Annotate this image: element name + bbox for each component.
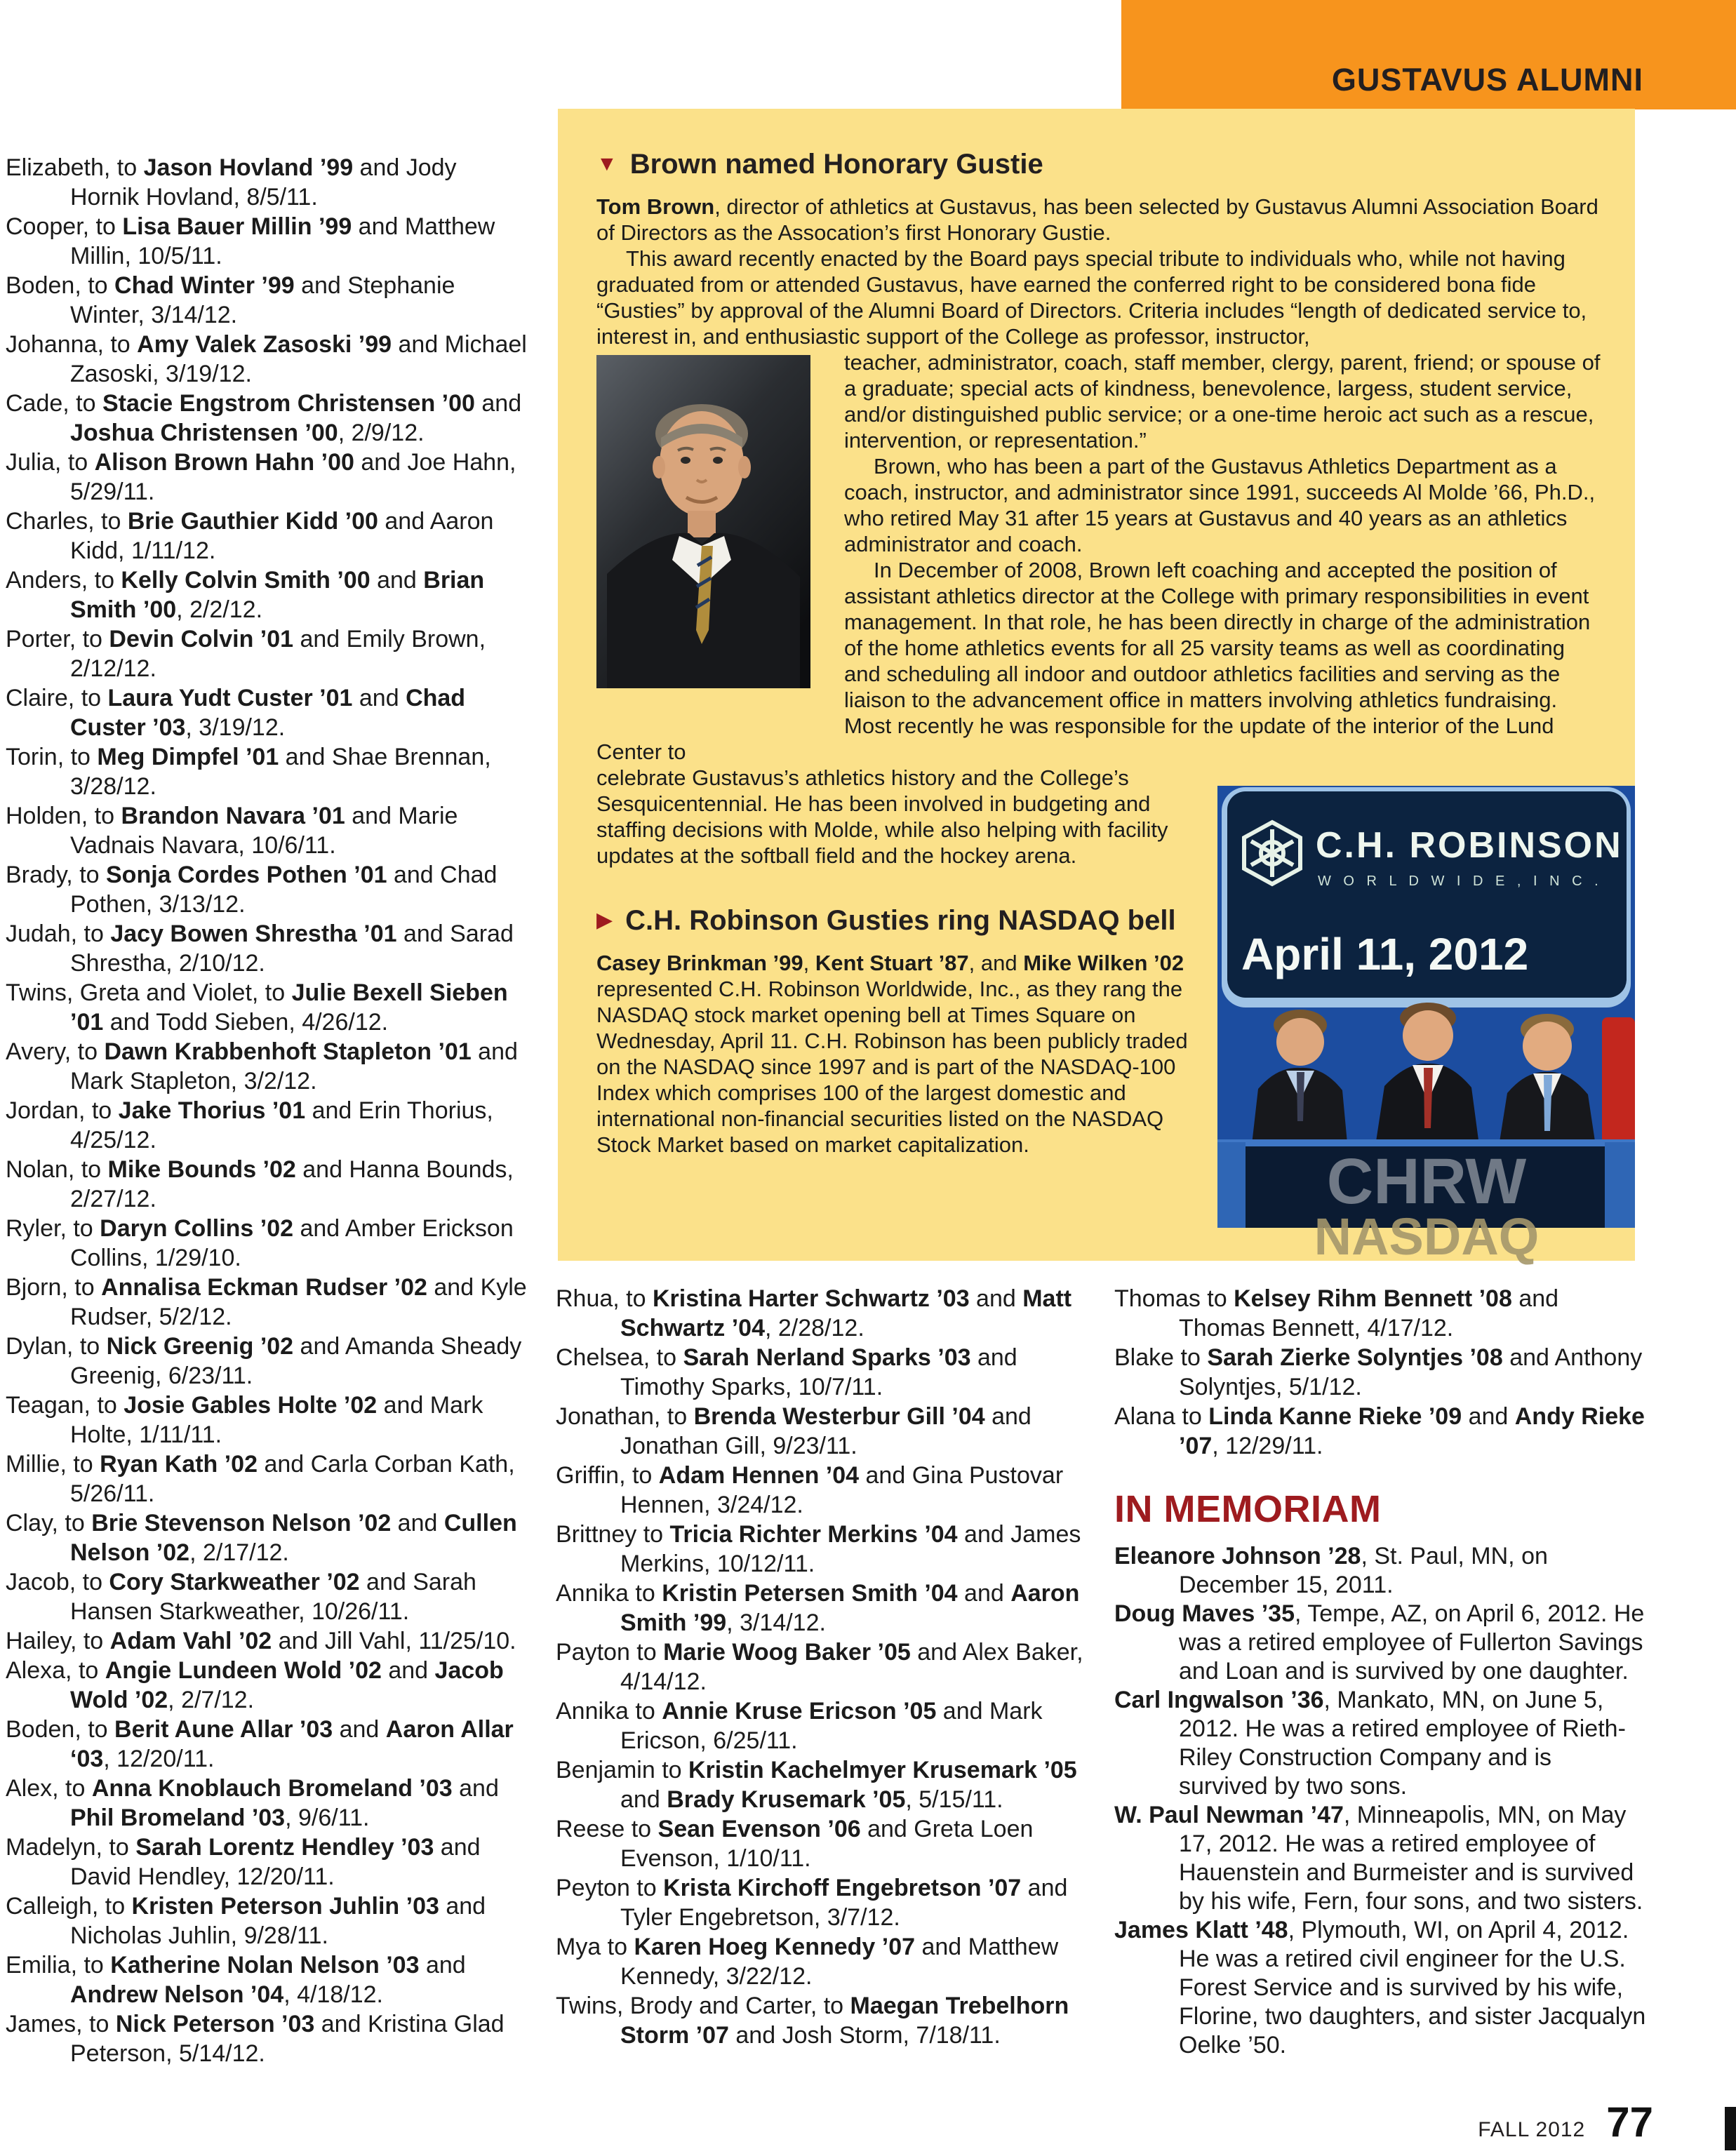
- memoriam-list: [1114, 1542, 1646, 2060]
- triangle-down-icon: ▼: [596, 152, 617, 175]
- section-banner: [1121, 0, 1736, 109]
- article-paragraph: Tom Brown, director of athletics at Gustavus, has been selected by Gustavus Alumni Association Board of Directors as the Assocation’s first Honorary Gustie.: [596, 194, 1598, 245]
- birth-entry: Chelsea, to Sarah Nerland Sparks ’03 and Timothy Sparks, 10/7/11.: [556, 1344, 1017, 1400]
- article-paragraph: Casey Brinkman ’99, Kent Stuart ’87, and Mike Wilken ’02 represented C.H. Robinson Worldwide, Inc., as they rang the NASDAQ stock market opening bell at Times Square on Wednesday, April 11. C.H. Robinson has been publicly traded on the NASDAQ since 1997 and is part of the NASDAQ-100 Index which comprises 100 of the largest domestic and international non-financial securities listed on the NASDAQ Stock Market based on market capitalization.: [596, 951, 1188, 1157]
- article-paragraph: celebrate Gustavus’s athletics history and the College’s Sesquicentennial. He has been involved in budgeting and staffing decisions with Molde, while also helping with facility updates at the softball field and the hockey arena.: [596, 765, 1168, 868]
- chrw-ticker-text: CHRW: [1326, 1146, 1527, 1217]
- birth-entry: Julia, to Alison Brown Hahn ’00 and Joe Hahn, 5/29/11.: [6, 449, 516, 505]
- birth-entry: Ryler, to Daryn Collins ’02 and Amber Erickson Collins, 1/29/10.: [6, 1215, 514, 1271]
- birth-entry: Elizabeth, to Jason Hovland ’99 and Jody Hornik Hovland, 8/5/11.: [6, 154, 457, 210]
- chrw-nasdaq-photo: [1217, 786, 1635, 1266]
- birth-entry: Rhua, to Kristina Harter Schwartz ’03 and Matt Schwartz ’04, 2/28/12.: [556, 1285, 1072, 1341]
- birth-entry: Boden, to Berit Aune Allar ’03 and Aaron Allar ‘03, 12/20/11.: [6, 1716, 514, 1772]
- birth-entry: Alana to Linda Kanne Rieke ’09 and Andy Rieke ’07, 12/29/11.: [1114, 1403, 1645, 1459]
- nasdaq-text: NASDAQ: [1314, 1207, 1540, 1266]
- memoriam-entry: James Klatt ’48, Plymouth, WI, on April 4, 2012. He was a retired civil engineer for the U.S. Forest Service and is survived by his wife, Florine, two daughters, and sister Jacqualyn Oelke ’50.: [1114, 1917, 1646, 2058]
- article-paragraph: Most recently he was responsible for the update of the interior of the Lund Center to: [596, 714, 1554, 764]
- birth-entry: Bjorn, to Annalisa Eckman Rudser ’02 and Kyle Rudser, 5/2/12.: [6, 1274, 527, 1330]
- birth-entry: Boden, to Chad Winter ’99 and Stephanie Winter, 3/14/12.: [6, 272, 455, 328]
- birth-entry: Blake to Sarah Zierke Solyntjes ’08 and Anthony Solyntjes, 5/1/12.: [1114, 1344, 1643, 1400]
- article-title-text: Brown named Honorary Gustie: [629, 149, 1043, 180]
- birth-entry: Annika to Kristin Petersen Smith ’04 and Aaron Smith ’99, 3/14/12.: [556, 1580, 1080, 1636]
- birth-entry: Anders, to Kelly Colvin Smith ’00 and Brian Smith ’00, 2/2/12.: [6, 567, 485, 623]
- article-title-brown: [596, 147, 1607, 181]
- issue-label: FALL 2012: [1478, 2118, 1586, 2141]
- birth-entry: Reese to Sean Evenson ’06 and Greta Loen Evenson, 1/10/11.: [556, 1816, 1034, 1872]
- birth-entry: Jordan, to Jake Thorius ’01 and Erin Thorius, 4/25/12.: [6, 1097, 493, 1153]
- birth-entry: Peyton to Krista Kirchoff Engebretson ’07 and Tyler Engebretson, 3/7/12.: [556, 1875, 1068, 1931]
- birth-entry: Johanna, to Amy Valek Zasoski ’99 and Michael Zasoski, 3/19/12.: [6, 331, 527, 387]
- birth-entry: Millie, to Ryan Kath ’02 and Carla Corban Kath, 5/26/11.: [6, 1451, 515, 1507]
- births-column-middle: [556, 1284, 1092, 2050]
- birth-entry: Porter, to Devin Colvin ’01 and Emily Brown, 2/12/12.: [6, 626, 486, 682]
- birth-entry: Holden, to Brandon Navara ’01 and Marie Vadnais Navara, 10/6/11.: [6, 803, 458, 859]
- birth-entry: Nolan, to Mike Bounds ’02 and Hanna Bounds, 2/27/12.: [6, 1156, 514, 1212]
- memoriam-entry: Carl Ingwalson ’36, Mankato, MN, on June 5, 2012. He was a retired employee of Rieth-Riley Construction Company and is survived by two sons.: [1114, 1687, 1626, 1800]
- birth-entry: Cooper, to Lisa Bauer Millin ’99 and Matthew Millin, 10/5/11.: [6, 213, 495, 269]
- birth-entry: Avery, to Dawn Krabbenhoft Stapleton ’01 and Mark Stapleton, 3/2/12.: [6, 1038, 518, 1094]
- births-column-right: [1114, 1284, 1646, 1461]
- birth-entry: Annika to Annie Kruse Ericson ’05 and Mark Ericson, 6/25/11.: [556, 1698, 1043, 1754]
- feature-box: [558, 109, 1635, 1266]
- birth-entry: Benjamin to Kristin Kachelmyer Krusemark ’05 and Brady Krusemark ’05, 5/15/11.: [556, 1757, 1077, 1813]
- birth-entry: Payton to Marie Woog Baker ’05 and Alex Baker, 4/14/12.: [556, 1639, 1083, 1695]
- birth-entry: Alexa, to Angie Lundeen Wold ’02 and Jacob Wold ’02, 2/7/12.: [6, 1657, 504, 1713]
- birth-entry: Mya to Karen Hoeg Kennedy ’07 and Matthew Kennedy, 3/22/12.: [556, 1934, 1059, 1990]
- birth-entry: Thomas to Kelsey Rihm Bennett ’08 and Thomas Bennett, 4/17/12.: [1114, 1285, 1559, 1341]
- article-paragraph: This award recently enacted by the Board pays special tribute to individuals who, while not having graduated from or attended Gustavus, have earned the conferred right to be considered bona fide “Gusties” by approval of the Alumni Board of Directors. Criteria includes “length of dedicated service to, interest in, and enthusiastic support of the College as professor, instructor,: [596, 246, 1587, 349]
- birth-entry: Charles, to Brie Gauthier Kidd ’00 and Aaron Kidd, 1/11/12.: [6, 508, 494, 564]
- tom-brown-photo: [596, 355, 810, 688]
- corner-print-mark: [1725, 2107, 1736, 2150]
- birth-entry: Twins, Brody and Carter, to Maegan Trebelhorn Storm ’07 and Josh Storm, 7/18/11.: [556, 1993, 1069, 2049]
- birth-entry: Cade, to Stacie Engstrom Christensen ’00 and Joshua Christensen ’00, 2/9/12.: [6, 390, 522, 446]
- birth-entry: Jonathan, to Brenda Westerbur Gill ’04 and Jonathan Gill, 9/23/11.: [556, 1403, 1031, 1459]
- birth-entry: Brady, to Sonja Cordes Pothen ’01 and Chad Pothen, 3/13/12.: [6, 862, 498, 918]
- article-paragraph: Brown, who has been a part of the Gustavus Athletics Department as a coach, instructor, and administrator since 1991, succeeds Al Molde ’66, Ph.D., who retired May 31 after 15 years at Gustavus and 40 years as an athletics administrator and coach.: [844, 454, 1596, 556]
- birth-entry: Alex, to Anna Knoblauch Bromeland ’03 and Phil Bromeland ’03, 9/6/11.: [6, 1775, 499, 1831]
- birth-entry: Judah, to Jacy Bowen Shrestha ’01 and Sarad Shrestha, 2/10/12.: [6, 920, 514, 977]
- birth-entry: Brittney to Tricia Richter Merkins ’04 and James Merkins, 10/12/11.: [556, 1521, 1081, 1577]
- birth-entry: Teagan, to Josie Gables Holte ’02 and Mark Holte, 1/11/11.: [6, 1392, 483, 1448]
- birth-entry: Clay, to Brie Stevenson Nelson ’02 and Cullen Nelson ’02, 2/17/12.: [6, 1510, 517, 1566]
- birth-entry: Hailey, to Adam Vahl ’02 and Jill Vahl, 11/25/10.: [6, 1628, 516, 1654]
- birth-entry: Claire, to Laura Yudt Custer ’01 and Chad Custer ’03, 3/19/12.: [6, 685, 466, 741]
- birth-entry: Griffin, to Adam Hennen ’04 and Gina Pustovar Hennen, 3/24/12.: [556, 1462, 1064, 1518]
- right-column: [1114, 1284, 1646, 2060]
- birth-entry: Jacob, to Cory Starkweather ’02 and Sarah Hansen Starkweather, 10/26/11.: [6, 1569, 476, 1625]
- chrw-worldwide-text: W O R L D W I D E , I N C .: [1318, 873, 1603, 889]
- memoriam-entry: Doug Maves ’35, Tempe, AZ, on April 6, 2012. He was a retired employee of Fullerton Savings and Loan and is survived by one daughter.: [1114, 1600, 1645, 1685]
- birth-entry: Calleigh, to Kristen Peterson Juhlin ’03 and Nicholas Juhlin, 9/28/11.: [6, 1893, 486, 1949]
- birth-entry: Dylan, to Nick Greenig ’02 and Amanda Sheady Greenig, 6/23/11.: [6, 1333, 522, 1389]
- birth-entry: James, to Nick Peterson ’03 and Kristina Glad Peterson, 5/14/12.: [6, 2011, 505, 2067]
- article-paragraph: In December of 2008, Brown left coaching and accepted the position of assistant athletics director at the College with primary responsibilities in event management. In that role, he has been directly in charge of the administration of the home athletics events for all 25 varsity teams as well as coordinating and scheduling all indoor and outdoor athletics facilities and serving as the liaison to the advancement office in matters involving athletics fundraising.: [844, 558, 1591, 712]
- section-title: GUSTAVUS ALUMNI: [1331, 62, 1643, 98]
- births-column-left: [6, 153, 530, 2068]
- article-title-text: C.H. Robinson Gusties ring NASDAQ bell: [625, 905, 1176, 936]
- article-paragraph: teacher, administrator, coach, staff member, clergy, parent, friend; or spouse of a graduate; special acts of kindness, benevolence, largess, student service, and/or distinguished public service; or a one-time heroic act such as a rescue, intervention, or representation.”: [844, 350, 1601, 453]
- memoriam-entry: W. Paul Newman ’47, Minneapolis, MN, on May 17, 2012. He was a retired employee of Hauenstein and Burmeister and is survived by his wife, Fern, four sons, and two sisters.: [1114, 1802, 1643, 1915]
- birth-entry: Torin, to Meg Dimpfel ’01 and Shae Brennan, 3/28/12.: [6, 744, 491, 800]
- red-panel: [1602, 1017, 1635, 1147]
- page-footer: [1478, 2098, 1653, 2146]
- chrw-date-text: April 11, 2012: [1241, 929, 1529, 979]
- chrw-logo-text: C.H. ROBINSON: [1316, 825, 1623, 866]
- page-number: 77: [1606, 2098, 1653, 2145]
- birth-entry: Twins, Greta and Violet, to Julie Bexell Sieben ’01 and Todd Sieben, 4/26/12.: [6, 979, 508, 1036]
- in-memoriam-heading: IN MEMORIAM: [1114, 1488, 1382, 1530]
- memoriam-entry: Eleanore Johnson ’28, St. Paul, MN, on December 15, 2011.: [1114, 1543, 1548, 1598]
- triangle-right-icon: ▶: [596, 909, 613, 932]
- birth-entry: Madelyn, to Sarah Lorentz Hendley ’03 and David Hendley, 12/20/11.: [6, 1834, 481, 1890]
- birth-entry: Emilia, to Katherine Nolan Nelson ’03 and Andrew Nelson ’04, 4/18/12.: [6, 1952, 466, 2008]
